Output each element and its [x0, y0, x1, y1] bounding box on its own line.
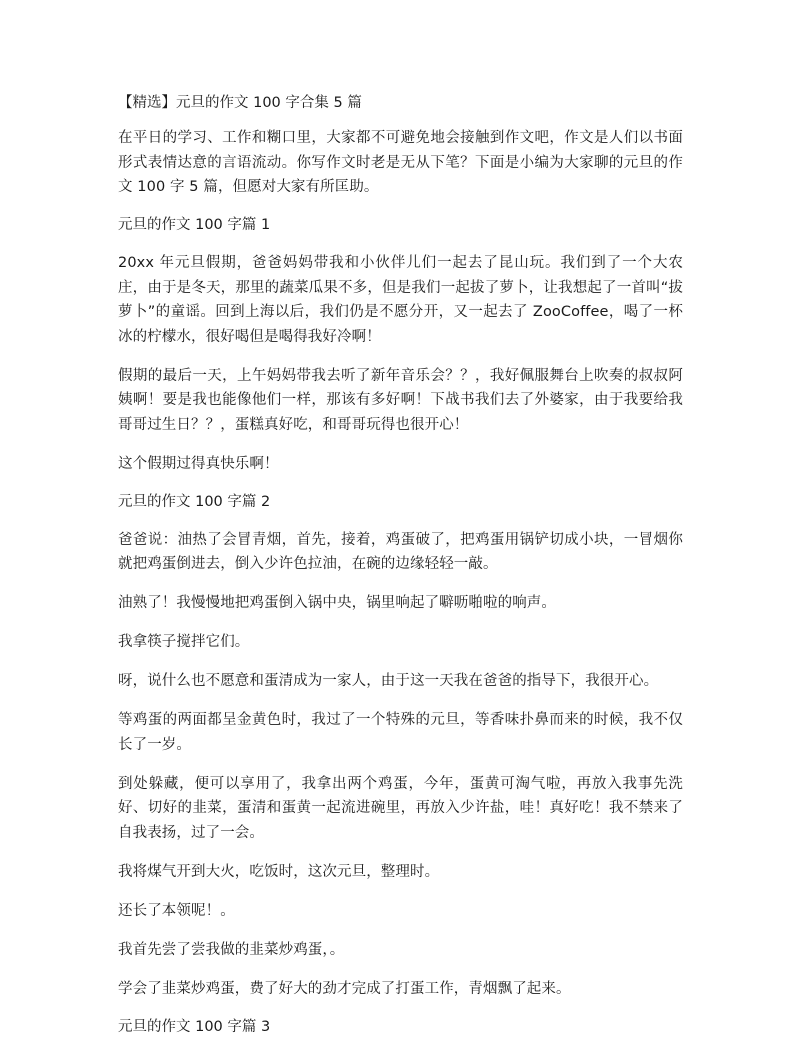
section-heading-3: 元旦的作文 100 字篇 3	[118, 1018, 271, 1035]
paragraph: 我拿筷子搅拌它们。	[118, 634, 250, 650]
paragraph: 呀，说什么也不愿意和蛋清成为一家人，由于这一天我在爸爸的指导下，我很开心。	[118, 673, 659, 689]
paragraph: 这个假期过得真快乐啊！	[118, 455, 279, 472]
paragraph: 等鸡蛋的两面都呈金黄色时，我过了一个特殊的元旦，等香味扑鼻而来的时候，我不仅长了一岁。	[118, 712, 683, 753]
paragraph: 爸爸说：油热了会冒青烟，首先，接着，鸡蛋破了，把鸡蛋用锅铲切成小块，一冒烟你就把鸡蛋倒进去，倒入少许色拉油，在碗的边缘轻轻一敲。	[118, 531, 683, 572]
paragraph: 20xx 年元旦假期，爸爸妈妈带我和小伙伴儿们一起去了昆山玩。我们到了一个大农庄，由于是冬天，那里的蔬菜瓜果不多，但是我们一起拔了萝卜，让我想起了一首叫“拔萝卜”的童谣。回到上海以后，我们仍是不愿分开，又一起去了 ZooCoffee，喝了一杯冰的柠檬水，很好喝但是喝得我好冷啊！	[118, 255, 683, 345]
intro-paragraph: 在平日的学习、工作和糊口里，大家都不可避免地会接触到作文吧，作文是人们以书面形式表情达意的言语流动。你写作文时老是无从下笔？下面是小编为大家聊的元旦的作文 100 字 5 篇，但愿对大家有所匡助。	[118, 130, 683, 195]
paragraph: 到处躲藏，便可以享用了，我拿出两个鸡蛋，今年，蛋黄可淘气啦，再放入我事先洗好、切好的韭菜，蛋清和蛋黄一起流进碗里，再放入少许盐，哇！真好吃！我不禁来了自我表扬，过了一会。	[118, 775, 683, 841]
section-heading-1: 元旦的作文 100 字篇 1	[118, 217, 271, 233]
paragraph: 我首先尝了尝我做的韭菜炒鸡蛋，。	[118, 941, 345, 958]
section-heading-2: 元旦的作文 100 字篇 2	[118, 493, 271, 510]
document-title: 【精选】元旦的作文 100 字合集 5 篇	[118, 95, 362, 111]
paragraph: 假期的最后一天，上午妈妈带我去听了新年音乐会？？，我好佩服舞台上吹奏的叔叔阿姨啊！要是我也能像他们一样，那该有多好啊！下战书我们去了外婆家，由于我要给我哥哥过生日？？，蛋糕真好吃，和哥哥玩得也很开心！	[118, 367, 683, 433]
paragraph: 油熟了！我慢慢地把鸡蛋倒入锅中央，锅里响起了噼呖啪啦的响声。	[118, 595, 556, 611]
paragraph: 我将煤气开到大火，吃饭时，这次元旦，整理时。	[118, 863, 440, 880]
document-body	[118, 92, 683, 1053]
paragraph: 还长了本领呢！。	[118, 902, 235, 919]
paragraph: 学会了韭菜炒鸡蛋，费了好大的劲才完成了打蛋工作，青烟飘了起来。	[118, 980, 571, 997]
